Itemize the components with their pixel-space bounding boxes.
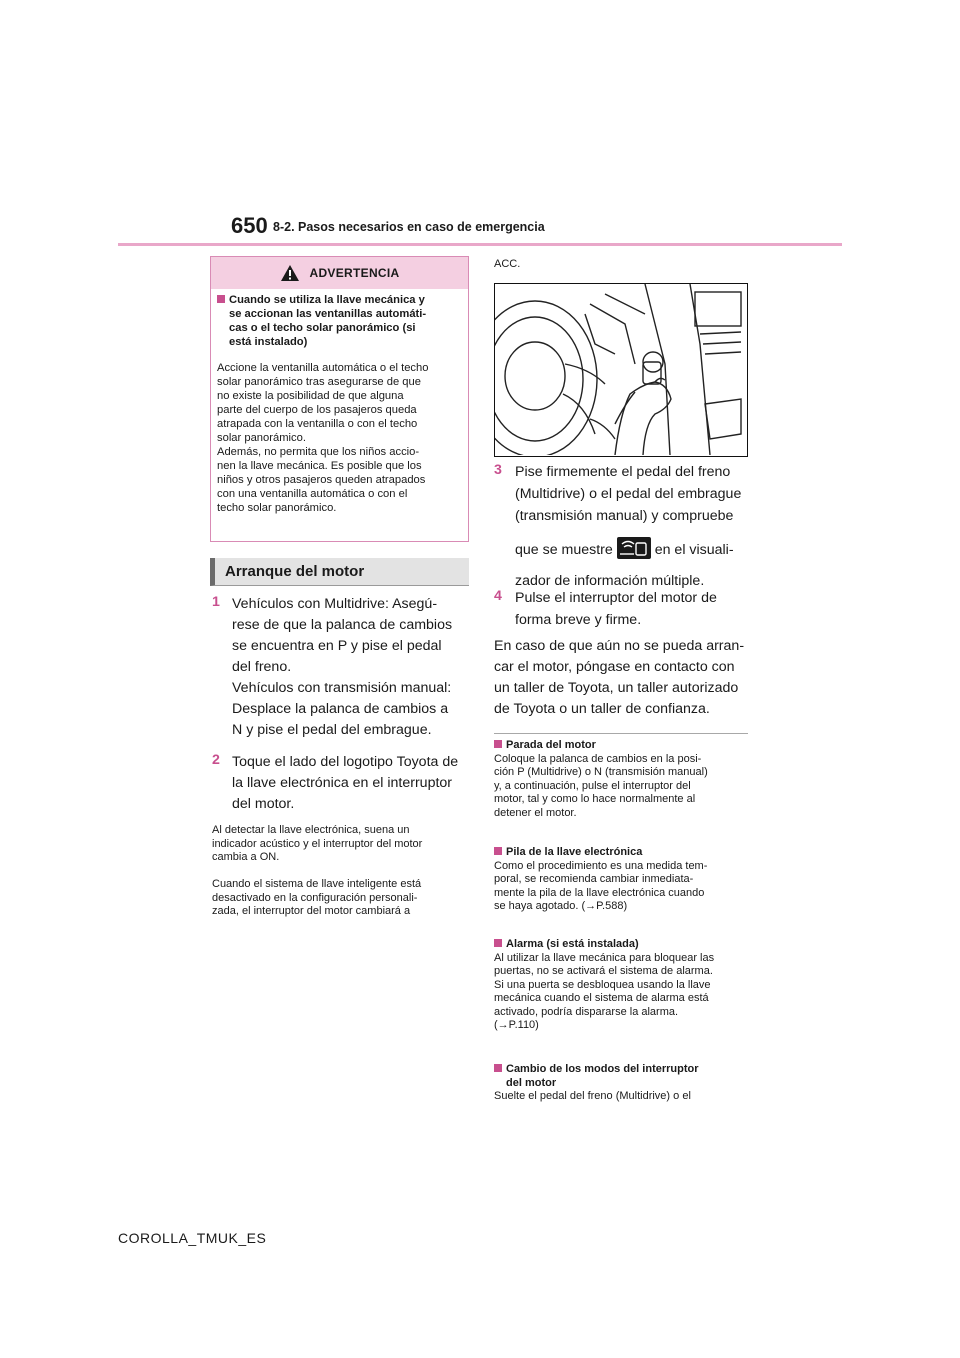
steering-wheel-key-illustration: [495, 284, 746, 455]
warning-body: Accione la ventanilla automática o el techo solar panorámico tras asegurarse de que no existe la posibilidad de que alguna parte del cuerpo de los pasajeros queda atrapada con la ventanilla o con el techo solar panorámico. Además, no permita que los niños accio- nen la llave mecánica. Es posible que los niños y otros pasajeros queden atrapados con una ventanilla automática o con el techo solar panorámico.: [217, 362, 429, 514]
step-number: 3: [494, 462, 502, 478]
bullet-square-icon: [494, 847, 502, 855]
page-number: 650: [231, 213, 268, 238]
warning-title: ADVERTENCIA: [309, 266, 400, 280]
step-3: Pise firmemente el pedal del freno (Multidrive) o el pedal del embrague (transmisión manual) y compruebe que se muestre en el visuali- zador de información múltiple.: [515, 464, 742, 589]
warning-heading: Cuando se utiliza la llave mecánica y se accionan las ventanillas automáti- cas o el techo solar panorámico (si está instalado): [217, 293, 462, 349]
note-pila: Pila de la llave electrónica Como el procedimiento es una medida tem- poral, se recomienda cambiar inmediata- mente la pila de la llave electrónica cuando se haya agotado. (→P.588): [494, 846, 708, 912]
bullet-square-icon: [494, 1064, 502, 1072]
note-parada: Parada del motor Coloque la palanca de cambios en la posi- ción P (Multidrive) o N (transmisión manual) y, a continuación, pulse el interruptor del motor, tal y como lo hace normalmente al detener el motor.: [494, 739, 708, 819]
step-number: 1: [212, 594, 220, 610]
bullet-square-icon: [494, 740, 502, 748]
step-number: 4: [494, 588, 502, 604]
bullet-square-icon: [217, 295, 225, 303]
bullet-square-icon: [494, 939, 502, 947]
section-title-bar: [210, 558, 469, 586]
note-paragraph: Cuando el sistema de llave inteligente está desactivado en la configuración personali- zada, el interruptor del motor cambiará a: [212, 878, 422, 917]
step-1: Vehículos con Multidrive: Asegú- rese de que la palanca de cambios se encuentra en P y pise el pedal del freno. Vehículos con transmisión manual: Desplace la palanca de cambios a N y pise el pedal del embrague.: [232, 596, 453, 738]
section-title: Arranque del motor: [225, 563, 365, 580]
acc-text: ACC.: [494, 258, 521, 270]
key-indicator-icon: [617, 537, 651, 559]
warning-box: [210, 256, 469, 542]
header-rule: [118, 243, 842, 246]
warning-triangle-icon: [280, 264, 300, 282]
note-alarma: Alarma (si está instalada) Al utilizar la llave mecánica para bloquear las puertas, no se activará el sistema de alarma. Si una puerta se desbloquea usando la llave mecánica cuando el sistema de alarma está activado, podría dispararse la alarma. (→P.110): [494, 938, 715, 1031]
engine-switch-illustration: [494, 283, 748, 457]
step-2: Toque el lado del logotipo Toyota de la llave electrónica en el interruptor del motor.: [232, 754, 459, 812]
document-code: COROLLA_TMUK_ES: [118, 1230, 267, 1246]
chapter-header: 8-2. Pasos necesarios en caso de emergencia: [273, 220, 545, 234]
contact-paragraph: En caso de que aún no se pueda arran- car el motor, póngase en contacto con un taller de Toyota, un taller autorizado de Toyota o un taller de confianza.: [494, 638, 745, 717]
note-paragraph: Al detectar la llave electrónica, suena un indicador acústico y el interruptor del motor cambia a ON.: [212, 824, 423, 863]
step-number: 2: [212, 752, 220, 768]
section-divider: [494, 733, 748, 734]
warning-header: [211, 257, 468, 289]
step-4: Pulse el interruptor del motor de forma breve y firme.: [515, 590, 717, 628]
note-cambio-modos: Cambio de los modos del interruptor del motor Suelte el pedal del freno (Multidrive) o el: [494, 1063, 699, 1102]
